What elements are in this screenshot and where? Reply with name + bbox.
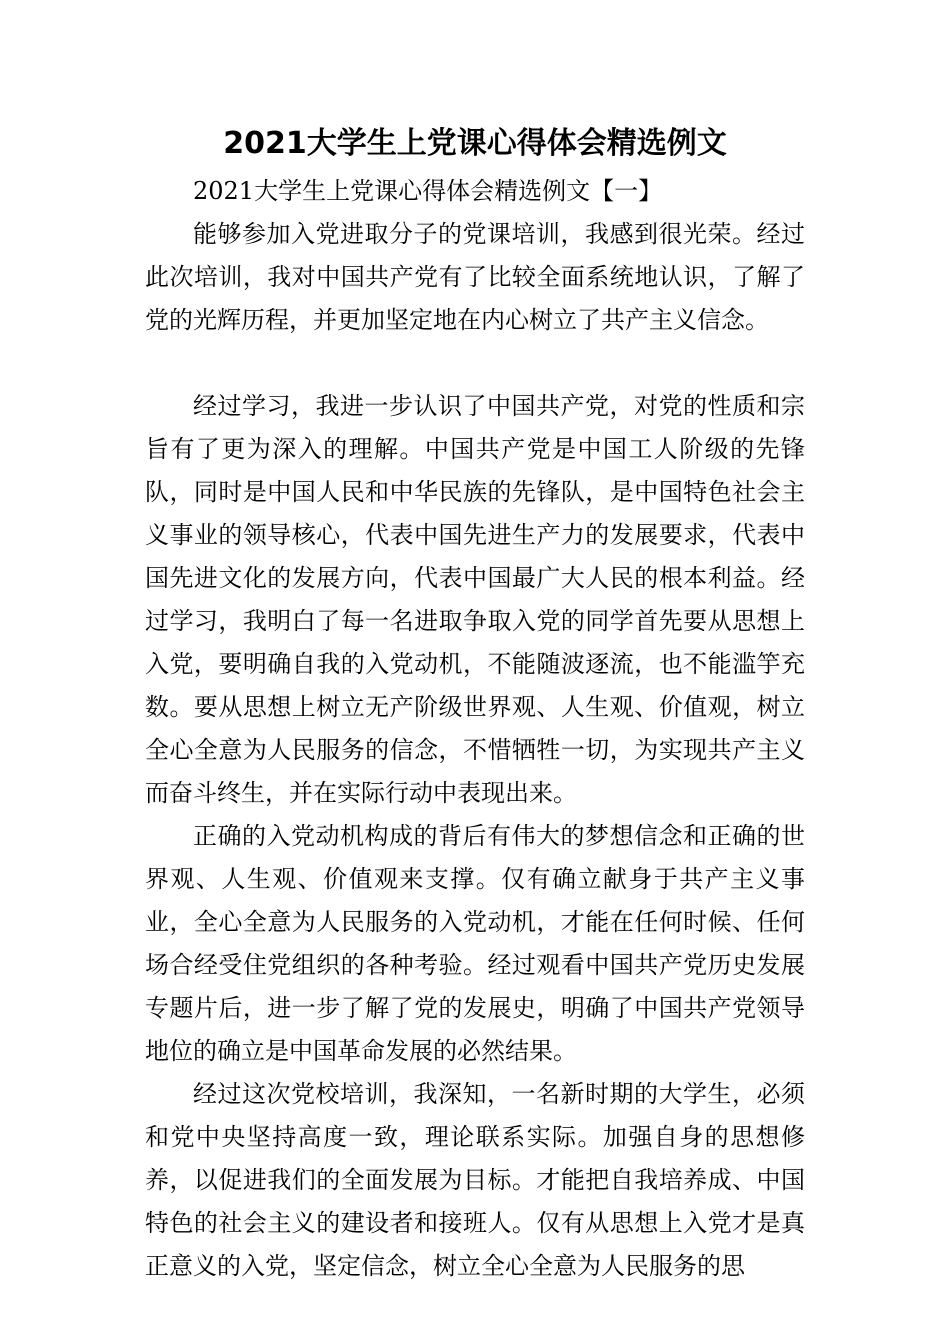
paragraph-4: 经过这次党校培训，我深知，一名新时期的大学生，必须和党中央坚持高度一致，理论联系实际。加强自身的思想修养，以促进我们的全面发展为目标。才能把自我培养成、中国特色的社会主义的建设者和接班人。仅有从思想上入党才是真正意义的入党，坚定信念，树立全心全意为人民服务的思 (145, 1080, 805, 1280)
document-body (145, 170, 805, 1288)
section-subheading: 2021大学生上党课心得体会精选例文【一】 (193, 177, 663, 205)
paragraph-1: 能够参加入党进取分子的党课培训，我感到很光荣。经过此次培训，我对中国共产党有了比较全面系统地认识，了解了党的光辉历程，并更加坚定地在内心树立了共产主义信念。 (145, 220, 805, 334)
blank-line (145, 342, 805, 385)
paragraph-3: 正确的入党动机构成的背后有伟大的梦想信念和正确的世界观、人生观、价值观来支撑。仅有确立献身于共产主义事业，全心全意为人民服务的入党动机，才能在任何时候、任何场合经受住党组织的各种考验。经过观看中国共产党历史发展专题片后，进一步了解了党的发展史，明确了中国共产党领导地位的确立是中国革命发展的必然结果。 (145, 822, 805, 1065)
document-title: 2021大学生上党课心得体会精选例文 (223, 126, 727, 161)
paragraph-2: 经过学习，我进一步认识了中国共产党，对党的性质和宗旨有了更为深入的理解。中国共产党是中国工人阶级的先锋队，同时是中国人民和中华民族的先锋队，是中国特色社会主义事业的领导核心，代表中国先进生产力的发展要求，代表中国先进文化的发展方向，代表中国最广大人民的根本利益。经过学习，我明白了每一名进取争取入党的同学首先要从思想上入党，要明确自我的入党动机，不能随波逐流，也不能滥竽充数。要从思想上树立无产阶级世界观、人生观、价值观，树立全心全意为人民服务的信念，不惜牺牲一切，为实现共产主义而奋斗终生，并在实际行动中表现出来。 (145, 392, 805, 807)
